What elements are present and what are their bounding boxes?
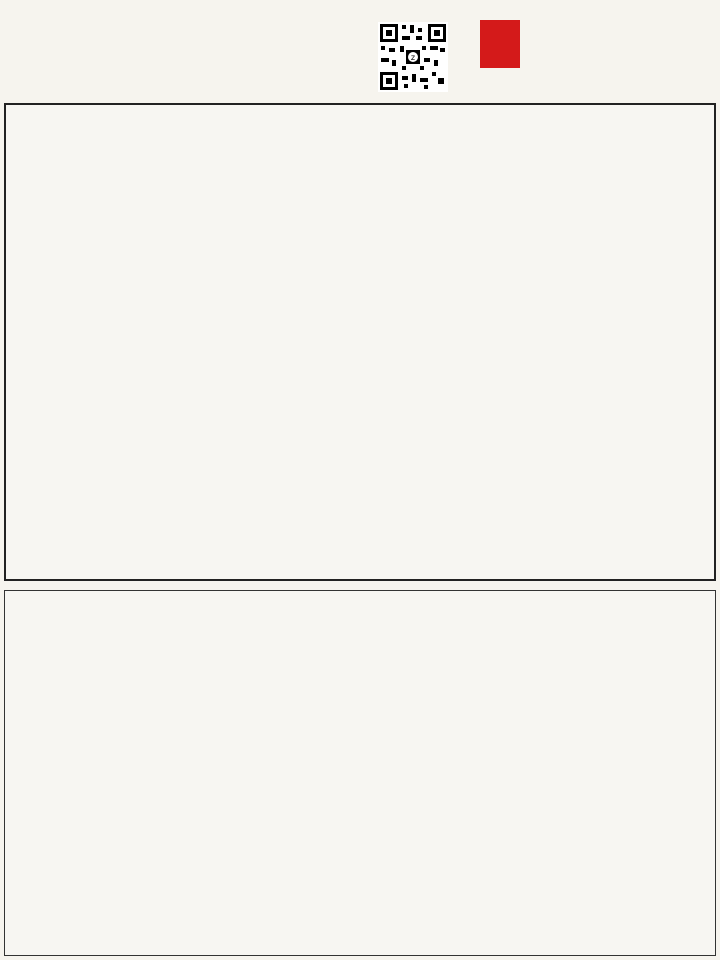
red-seal-logo (480, 20, 520, 68)
bazi-chart (4, 103, 716, 581)
annual-luck-table (4, 590, 716, 956)
svg-text:z: z (410, 53, 416, 62)
qr-code-icon (378, 22, 448, 92)
